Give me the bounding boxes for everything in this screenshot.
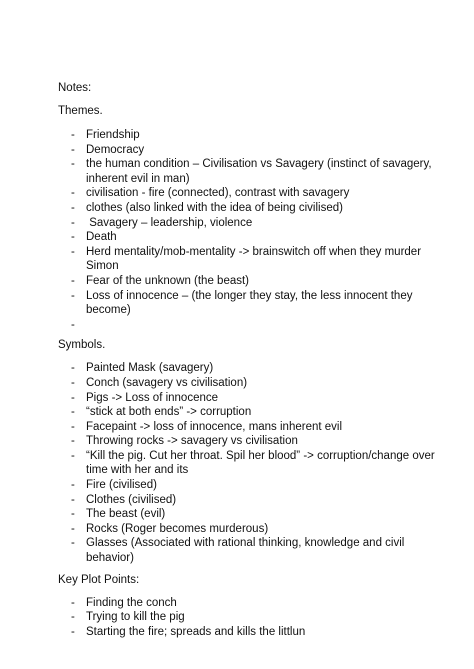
bullet-dash: - [71,420,75,433]
bullet-dash: - [71,289,75,302]
list-item-text: Death [86,231,117,244]
bullet-dash: - [71,362,75,375]
list-item-text: Loss of innocence – (the longer they stay, the less innocent they become) [86,289,413,317]
bullet-dash: - [71,143,75,156]
bullet-dash: - [71,245,75,258]
list-item-text: the human condition – Civilisation vs Savagery (instinct of savagery, inherent evil in man) [86,158,432,185]
list-item-text: Rocks (Roger becomes murderous) [86,522,269,535]
themes-heading: Themes. [58,105,103,117]
bullet-dash: - [71,493,75,506]
list-item-text: Fire (civilised) [86,479,157,492]
list-item [58,186,448,201]
list-item-text: Painted Mask (savagery) [86,362,214,375]
list-item-text: Finding the conch [86,596,177,609]
list-item-text: The beast (evil) [86,508,166,521]
list-item [58,201,448,216]
list-item-text: “Kill the pig. Cut her throat. Spil her blood” -> corruption/change over time with her and its [86,449,435,477]
list-item [58,391,448,406]
list-item [58,289,448,318]
bullet-dash: - [71,391,75,404]
bullet-dash: - [71,376,75,389]
list-item [58,128,448,143]
bullet-dash: - [71,435,75,448]
list-item [58,216,448,231]
bullet-dash: - [71,479,75,492]
bullet-dash: - [71,625,75,638]
bullet-dash: - [71,274,75,287]
list-item [58,610,448,625]
list-item-text: Herd mentality/mob-mentality -> brainswitch off when they murder Simon [86,245,422,273]
list-item [58,507,448,522]
list-item-text: Throwing rocks -> savagery vs civilisation [86,435,298,448]
list-item [58,157,448,186]
bullet-dash: - [71,449,75,462]
list-item-text: Pigs -> Loss of innocence [86,391,219,404]
list-item [58,245,448,274]
list-item [58,536,448,565]
plot-points-heading: Key Plot Points: [58,573,140,586]
bullet-dash: - [71,508,75,521]
bullet-dash: - [71,158,75,171]
bullet-dash: - [71,201,75,214]
list-item-text: Savagery – leadership, violence [86,216,253,229]
bullet-dash: - [71,611,75,624]
symbols-heading: Symbols. [58,339,106,352]
list-item [58,361,448,376]
notes-content [58,81,448,639]
list-item-text: Facepaint -> loss of innocence, mans inherent evil [86,420,343,433]
list-item [58,318,448,333]
list-item [58,478,448,493]
list-item-text: Glasses (Associated with rational thinking, knowledge and civil behavior) [86,537,405,565]
list-item-text: Democracy [86,143,145,156]
list-item [58,625,448,640]
list-item [58,493,448,508]
list-item-text: Clothes (civilised) [86,493,177,506]
list-item-text: civilisation - fire (connected), contrast with savagery [86,187,350,200]
bullet-dash: - [71,231,75,244]
list-item [58,143,448,158]
list-item-text: Fear of the unknown (the beast) [86,274,250,287]
list-item-text: “stick at both ends” -> corruption [86,406,252,419]
bullet-dash: - [71,187,75,200]
notes-heading: Notes: [58,82,92,94]
list-item [58,230,448,245]
list-item-text: clothes (also linked with the idea of being civilised) [86,201,343,214]
list-item [58,405,448,420]
plot-points-list [58,596,448,640]
bullet-dash: - [71,406,75,419]
list-item [58,420,448,435]
list-item [58,434,448,449]
bullet-dash: - [71,129,75,141]
list-item [58,376,448,391]
bullet-dash: - [71,522,75,535]
list-item [58,596,448,611]
list-item [58,522,448,537]
themes-list [58,128,448,332]
list-item-text: Conch (savagery vs civilisation) [86,376,248,389]
list-item-text: Friendship [86,129,140,141]
bullet-dash: - [71,318,75,331]
list-item [58,274,448,289]
bullet-dash: - [71,537,75,550]
bullet-dash: - [71,596,75,609]
bullet-dash: - [71,216,75,229]
list-item-text: Starting the fire; spreads and kills the littlun [86,625,306,638]
symbols-list [58,361,448,565]
list-item [58,449,448,478]
list-item-text: Trying to kill the pig [86,611,185,624]
